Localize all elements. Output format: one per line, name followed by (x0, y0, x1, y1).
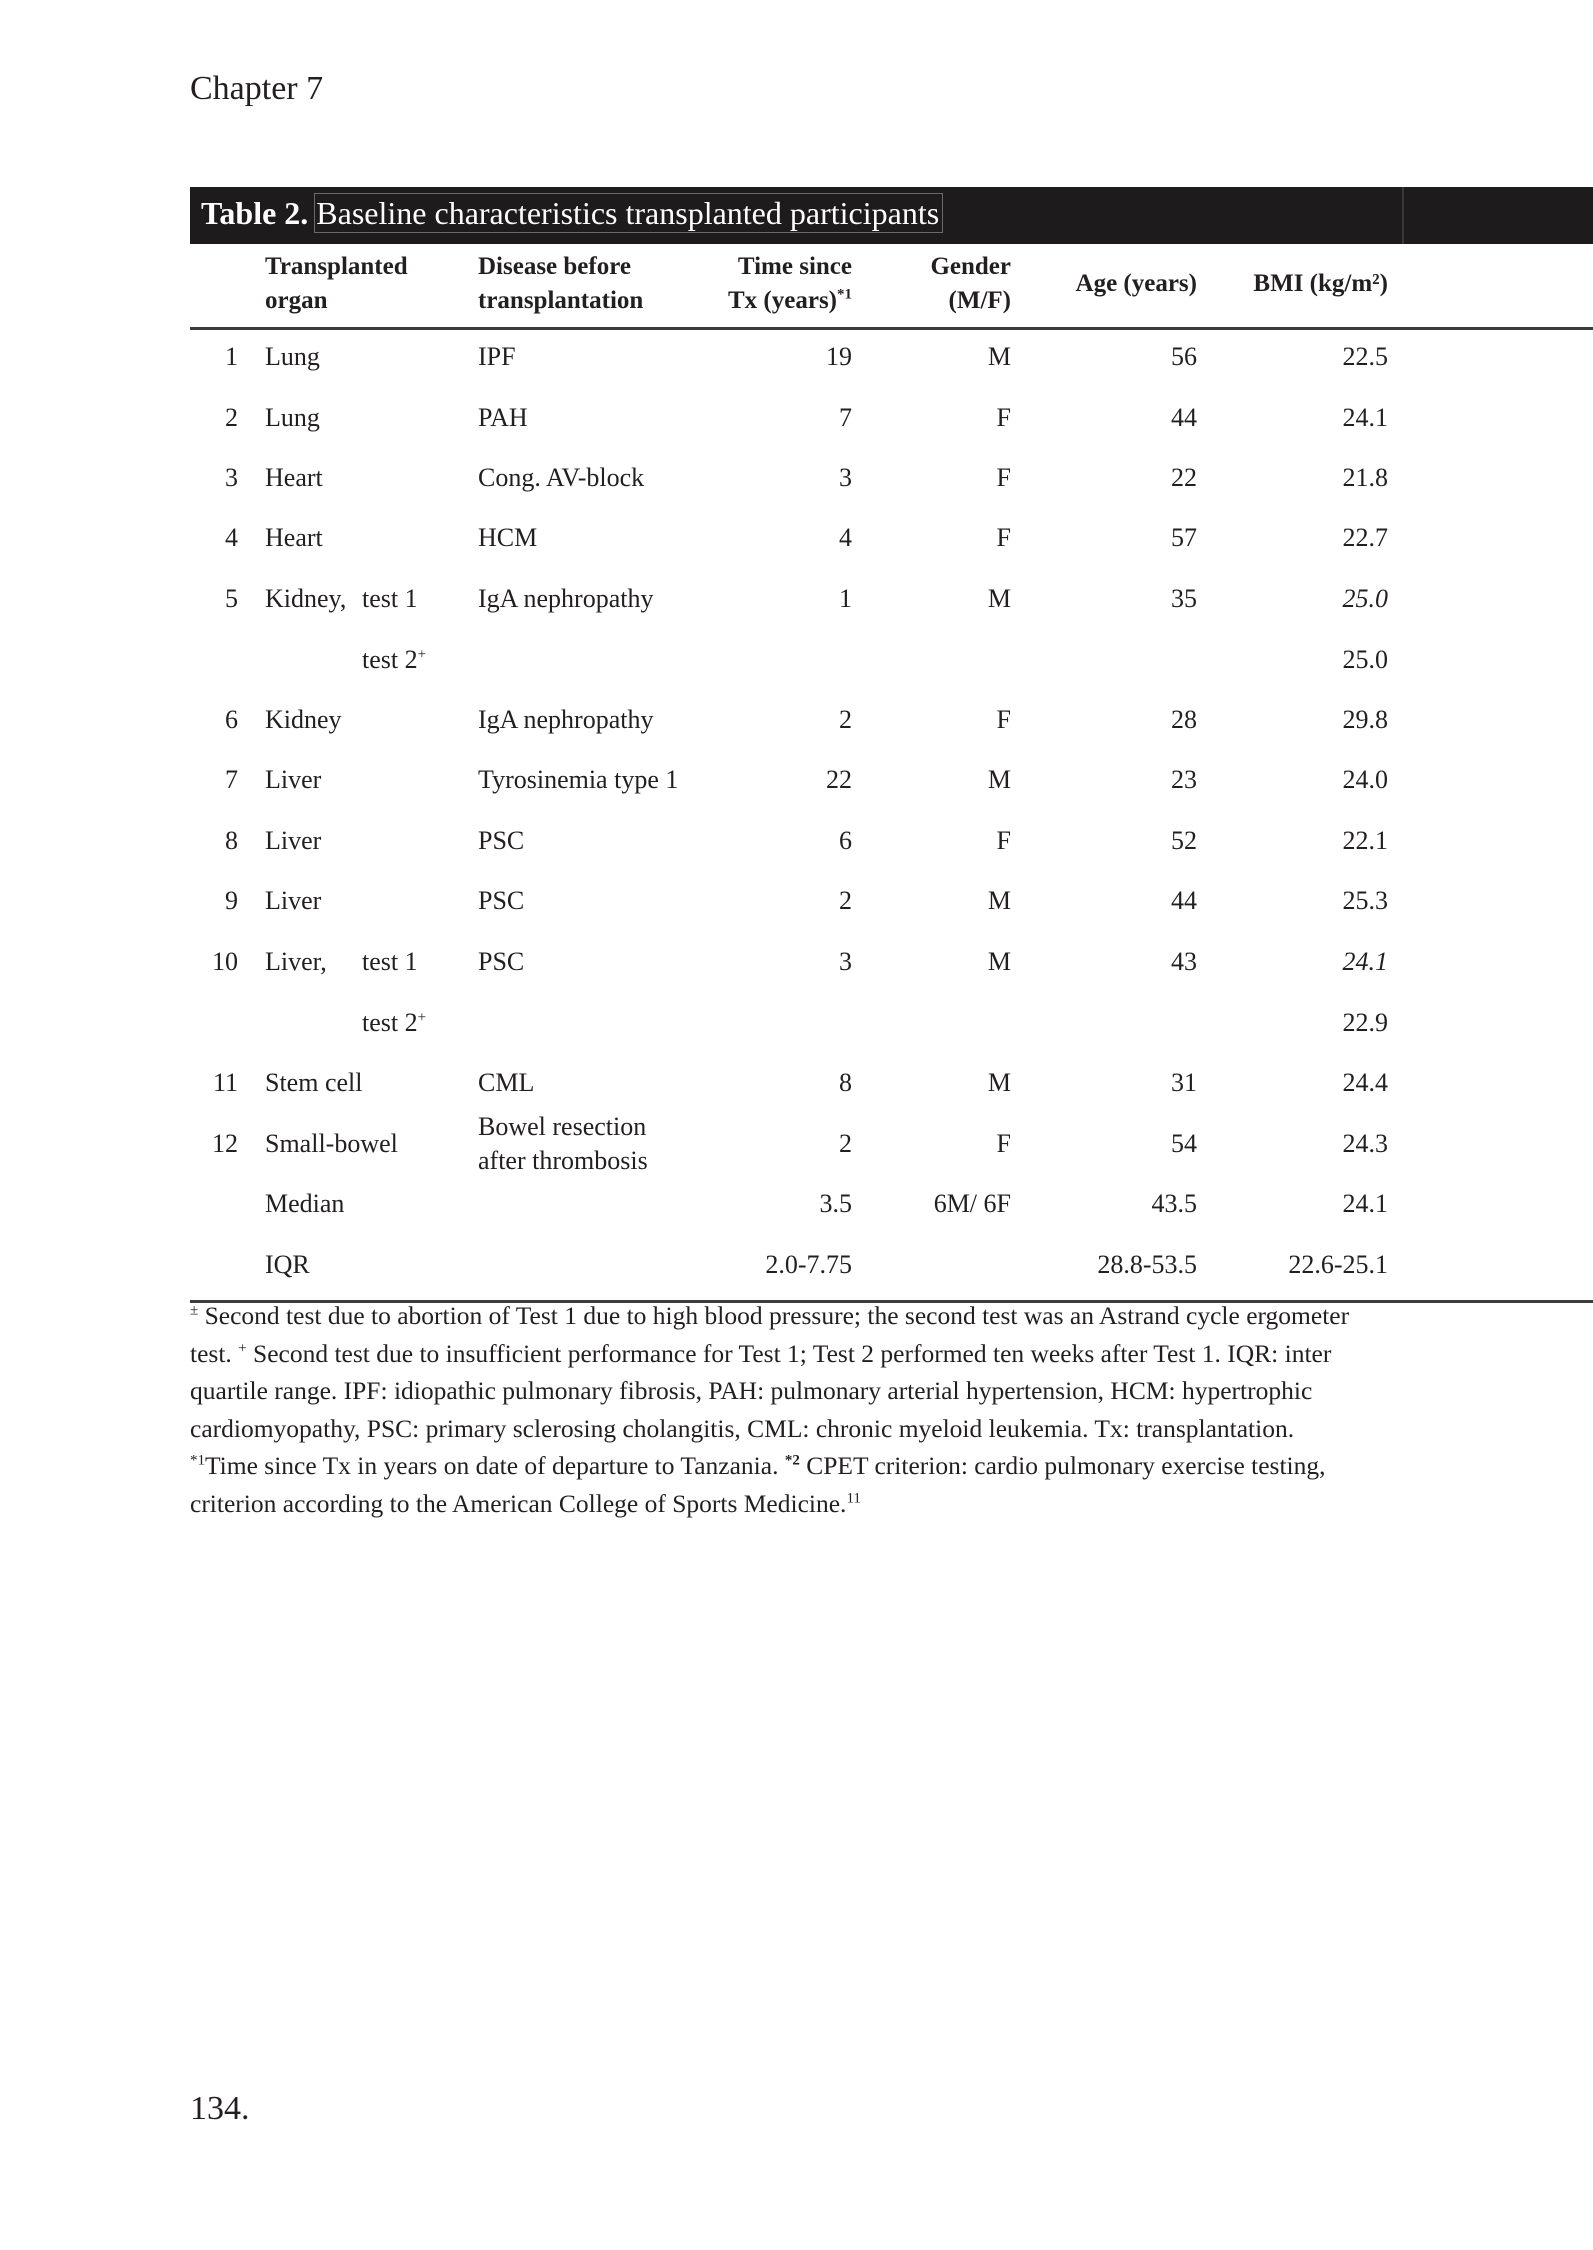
cell-organ: Heart (265, 463, 323, 492)
cell-gender: M (987, 342, 1011, 371)
cell-gender: M (987, 947, 1011, 976)
cell-bmi: 22.9 (1342, 1008, 1388, 1037)
cell-age: 54 (1171, 1129, 1197, 1158)
cell-test: test 1 (362, 947, 418, 976)
table-title-bar (190, 187, 1593, 244)
cell-bmi: 24.3 (1342, 1129, 1388, 1158)
cell-time: 2 (839, 886, 852, 915)
row-number: 7 (225, 765, 238, 794)
cell-age: 43 (1171, 947, 1197, 976)
cell-time: 2.0-7.75 (765, 1250, 852, 1279)
row-number: 6 (225, 705, 238, 734)
cell-organ: Liver, (265, 947, 327, 976)
row-number: 11 (212, 1068, 238, 1097)
cell-bmi: 25.0 (1342, 584, 1388, 613)
row-number: 4 (225, 523, 238, 552)
cell-gender: M (987, 1068, 1011, 1097)
cell-bmi: 21.8 (1342, 463, 1388, 492)
table-title (201, 195, 941, 232)
row-number: 1 (225, 342, 238, 371)
cell-gender: F (996, 1129, 1011, 1158)
page-number: 134. (190, 2090, 250, 2127)
cell-time: 3.5 (819, 1189, 852, 1218)
cell-bmi: 24.4 (1342, 1068, 1388, 1097)
col-header-disease: Disease before transplantation (478, 253, 644, 314)
cell-age: 52 (1171, 826, 1197, 855)
header-rule (190, 327, 1593, 330)
cell-test: test 2+ (362, 1008, 427, 1037)
cell-age: 44 (1171, 403, 1197, 432)
cell-age: 22 (1171, 463, 1197, 492)
cell-bmi: 22.1 (1342, 826, 1388, 855)
cell-gender: F (996, 826, 1011, 855)
cell-organ: Lung (265, 403, 320, 432)
cell-bmi: 29.8 (1342, 705, 1388, 734)
cell-time: 2 (839, 1129, 852, 1158)
cell-disease: Tyrosinemia type 1 (478, 765, 679, 794)
cell-disease: CML (478, 1068, 535, 1097)
cell-test: test 2+ (362, 645, 427, 674)
chapter-header: Chapter 7 (190, 70, 324, 107)
col-header-gender: Gender (M/F) (930, 253, 1011, 314)
cell-gender: F (996, 523, 1011, 552)
cell-age: 28.8-53.5 (1097, 1250, 1197, 1279)
cell-age: 35 (1171, 584, 1197, 613)
cell-time: 1 (839, 584, 852, 613)
row-number: 2 (225, 403, 238, 432)
row-number: 12 (212, 1129, 238, 1158)
cell-gender: F (996, 403, 1011, 432)
cell-disease: IgA nephropathy (478, 584, 654, 613)
cell-age: 57 (1171, 523, 1197, 552)
row-number: 3 (225, 463, 238, 492)
cell-organ: Kidney (265, 705, 342, 734)
cell-time: 19 (826, 342, 852, 371)
title-bar-divider (1402, 187, 1404, 244)
cell-age: 56 (1171, 342, 1197, 371)
col-header-organ: Transplanted organ (265, 253, 408, 314)
cell-gender: M (987, 765, 1011, 794)
cell-organ: Stem cell (265, 1068, 363, 1097)
cell-bmi: 24.1 (1342, 403, 1388, 432)
cell-organ: Small-bowel (265, 1129, 398, 1158)
cell-bmi: 24.1 (1342, 1189, 1388, 1218)
cell-gender: 6M/ 6F (933, 1189, 1011, 1218)
cell-gender: M (987, 584, 1011, 613)
cell-gender: F (996, 463, 1011, 492)
cell-time: 8 (839, 1068, 852, 1097)
cell-organ: Liver (265, 886, 322, 915)
cell-age: 44 (1171, 886, 1197, 915)
cell-disease: Bowel resection after thrombosis (478, 1112, 648, 1175)
cell-organ: Lung (265, 342, 320, 371)
col-header-bmi: BMI (kg/m²) (1253, 270, 1388, 297)
col-header-age: Age (years) (1075, 270, 1197, 297)
cell-bmi: 22.7 (1342, 523, 1388, 552)
row-number: 9 (225, 886, 238, 915)
row-number: 8 (225, 826, 238, 855)
row-number: 10 (212, 947, 238, 976)
cell-disease: PAH (478, 403, 528, 432)
cell-bmi: 24.1 (1342, 947, 1388, 976)
col-header-time: Time since Tx (years)$^{*1}$ (728, 253, 852, 314)
cell-time: 7 (839, 403, 852, 432)
cell-age: 31 (1171, 1068, 1197, 1097)
cell-gender: M (987, 886, 1011, 915)
cell-test: test 1 (362, 584, 418, 613)
cell-disease: PSC (478, 826, 525, 855)
cell-bmi: 24.0 (1342, 765, 1388, 794)
cell-disease: PSC (478, 886, 525, 915)
cell-disease: HCM (478, 523, 538, 552)
cell-organ: Kidney, (265, 584, 347, 613)
cell-time: 22 (826, 765, 852, 794)
table-caption: Baseline characteristics transplanted participants (316, 195, 940, 231)
cell-bmi: 25.0 (1342, 645, 1388, 674)
cell-time: 4 (839, 523, 852, 552)
cell-gender: F (996, 705, 1011, 734)
cell-disease: IPF (478, 342, 516, 371)
cell-time: 2 (839, 705, 852, 734)
cell-age: 28 (1171, 705, 1197, 734)
row-number: 5 (225, 584, 238, 613)
cell-time: 6 (839, 826, 852, 855)
table-label: Table 2. (201, 195, 309, 231)
cell-bmi: 22.6-25.1 (1288, 1250, 1388, 1279)
cell-organ: Liver (265, 826, 322, 855)
cell-organ: Median (265, 1189, 345, 1218)
cell-bmi: 25.3 (1342, 886, 1388, 915)
cell-organ: Heart (265, 523, 323, 552)
cell-organ: IQR (265, 1250, 310, 1279)
cell-organ: Liver (265, 765, 322, 794)
table-footnote: ± Second test due to abortion of Test 1 due to high blood pressure; the second test was an Astrand cycle ergometer test. + Second test due to insufficient performance for Test 1; Test 2 performed ten weeks after Test 1. IQR: inter quartile range. IPF: idiopathic pulmonary fibrosis, PAH: pulmonary arterial hypertension, HCM: hypertrophic cardiomyopathy, PSC: primary sclerosing cholangitis, CML: chronic myeloid leukemia. Tx: transplantation. $^{*1}$Time since Tx in years on date of departure to Tanzania. $^{*2}$ CPET criterion: cardio pulmonary exercise testing, criterion according to the American College of Sports Medicine.$^{11}$ (190, 1301, 1350, 1518)
cell-bmi: 22.5 (1342, 342, 1388, 371)
cell-disease: Cong. AV-block (478, 463, 645, 492)
cell-age: 23 (1171, 765, 1197, 794)
cell-disease: IgA nephropathy (478, 705, 654, 734)
cell-time: 3 (839, 947, 852, 976)
cell-disease: PSC (478, 947, 525, 976)
cell-time: 3 (839, 463, 852, 492)
cell-age: 43.5 (1151, 1189, 1197, 1218)
